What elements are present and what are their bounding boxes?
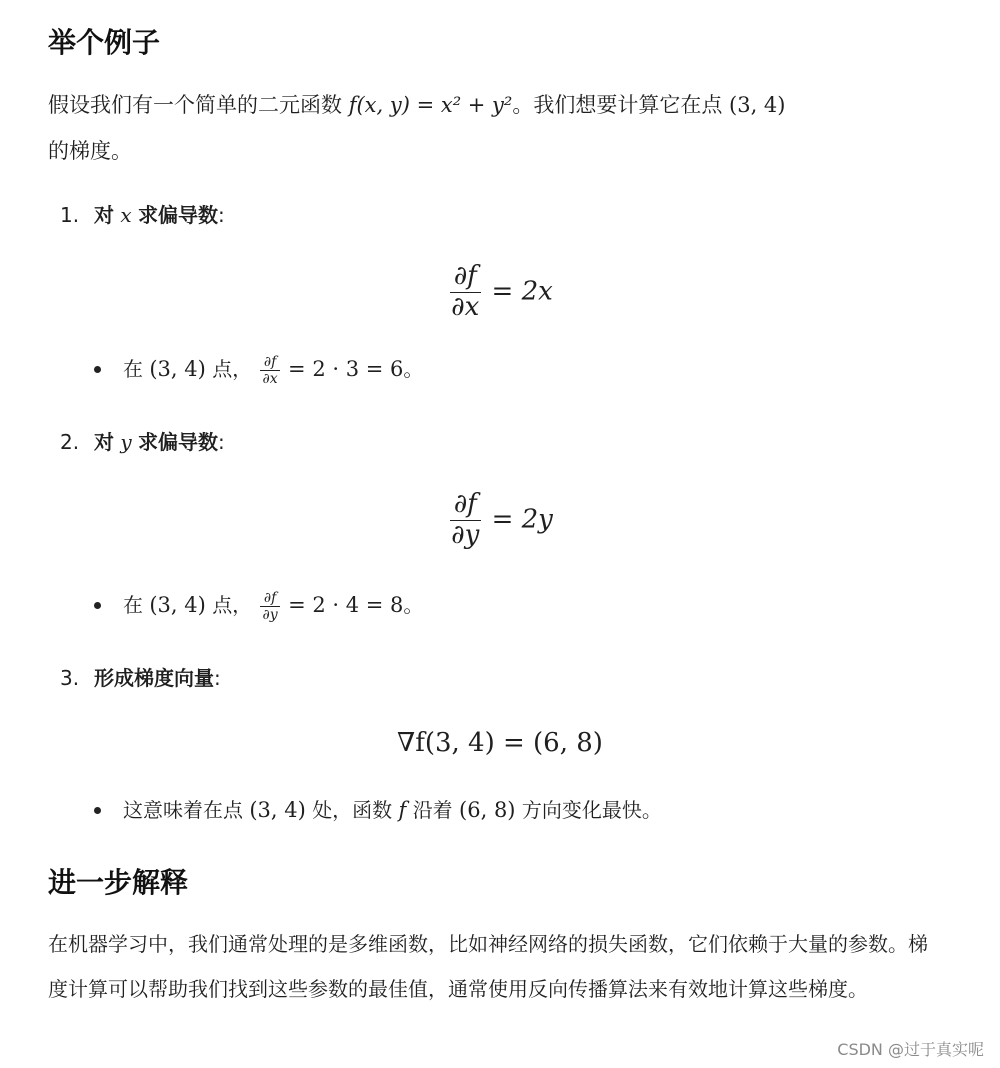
bullet-pre-text: 这意味着在点 [123, 798, 243, 822]
bullet-equation: = 2 · 4 = 8 [288, 593, 404, 617]
section-title-example: 举个例子 [48, 26, 161, 59]
display-equation-partial-x [0, 262, 1000, 323]
bullet-end: 。 [403, 593, 424, 617]
watermark: CSDN @过于真实呢 [837, 1040, 984, 1059]
intro-mid-text: 。我们想要计算它在点 [512, 93, 723, 117]
fraction-denominator: ∂x [451, 291, 480, 322]
fraction-numerator: ∂f [260, 590, 280, 607]
intro-tail-text: 的梯度。 [48, 139, 132, 163]
step-label-post: 求偏导数 [138, 203, 218, 227]
bullet-result-y [94, 588, 423, 623]
list-item-step-1 [60, 200, 225, 230]
fraction-numerator: ∂f [260, 354, 280, 371]
display-equation-gradient [0, 728, 1000, 758]
bullet-dot [94, 807, 101, 814]
list-item-step-2 [60, 427, 225, 457]
bullet-end: 。 [403, 357, 424, 381]
intro-function-formula: f(x, y) = x² + y² [348, 93, 513, 117]
inline-fraction [259, 354, 282, 387]
fraction-denominator: ∂x [262, 371, 278, 387]
fraction-numerator: ∂f [450, 490, 481, 521]
step-label: 形成梯度向量 [94, 666, 214, 690]
fraction-denominator: ∂y [262, 607, 278, 623]
inline-fraction [259, 590, 282, 623]
list-number: 3. [60, 666, 80, 690]
list-number: 1. [60, 203, 80, 227]
display-equation-partial-y [0, 490, 1000, 551]
step-colon: : [218, 203, 225, 227]
bullet-function: f [398, 798, 407, 822]
intro-point: (3, 4) [729, 93, 786, 117]
step-label-pre: 对 [94, 203, 114, 227]
bullet-equation: = 2 · 3 = 6 [288, 357, 404, 381]
bullet-mid-text: 处，函数 [312, 798, 393, 822]
step-colon: : [218, 430, 225, 454]
step-variable: y [120, 430, 132, 454]
bullet-end: 方向变化最快。 [521, 798, 662, 822]
bullet-mid-text: 点， [212, 593, 253, 617]
gradient-equation: ∇f(3, 4) = (6, 8) [397, 728, 603, 758]
intro-lead-text: 假设我们有一个简单的二元函数 [48, 93, 342, 117]
bullet-point: (3, 4) [149, 593, 206, 617]
equation-rhs: = 2y [491, 504, 553, 535]
section-title-further: 进一步解释 [48, 866, 189, 899]
fraction-numerator: ∂f [450, 262, 481, 293]
fraction [447, 490, 483, 551]
bullet-pre-text: 在 [123, 357, 143, 381]
bullet-gradient-meaning [94, 793, 662, 827]
explanation-paragraph: 在机器学习中，我们通常处理的是多维函数，比如神经网络的损失函数，它们依赖于大量的参数。梯度计算可以帮助我们找到这些参数的最佳值，通常使用反向传播算法来有效地计算这些梯度。 [48, 932, 928, 1001]
list-item-step-3 [60, 663, 221, 693]
bullet-result-x [94, 352, 423, 387]
step-label-pre: 对 [94, 430, 114, 454]
bullet-dot [94, 602, 101, 609]
list-number: 2. [60, 430, 80, 454]
step-colon: : [214, 666, 221, 690]
bullet-pre-text: 在 [123, 593, 143, 617]
bullet-mid-text: 点， [212, 357, 253, 381]
bullet-direction: (6, 8) [459, 798, 516, 822]
equation-rhs: = 2x [491, 276, 553, 307]
bullet-mid-text-2: 沿着 [412, 798, 453, 822]
bullet-dot [94, 366, 101, 373]
bullet-point: (3, 4) [249, 798, 306, 822]
step-label-post: 求偏导数 [138, 430, 219, 454]
fraction [447, 262, 483, 323]
intro-paragraph [48, 82, 928, 174]
step-variable: x [120, 203, 132, 227]
bullet-point: (3, 4) [149, 357, 206, 381]
fraction-denominator: ∂y [451, 519, 480, 550]
